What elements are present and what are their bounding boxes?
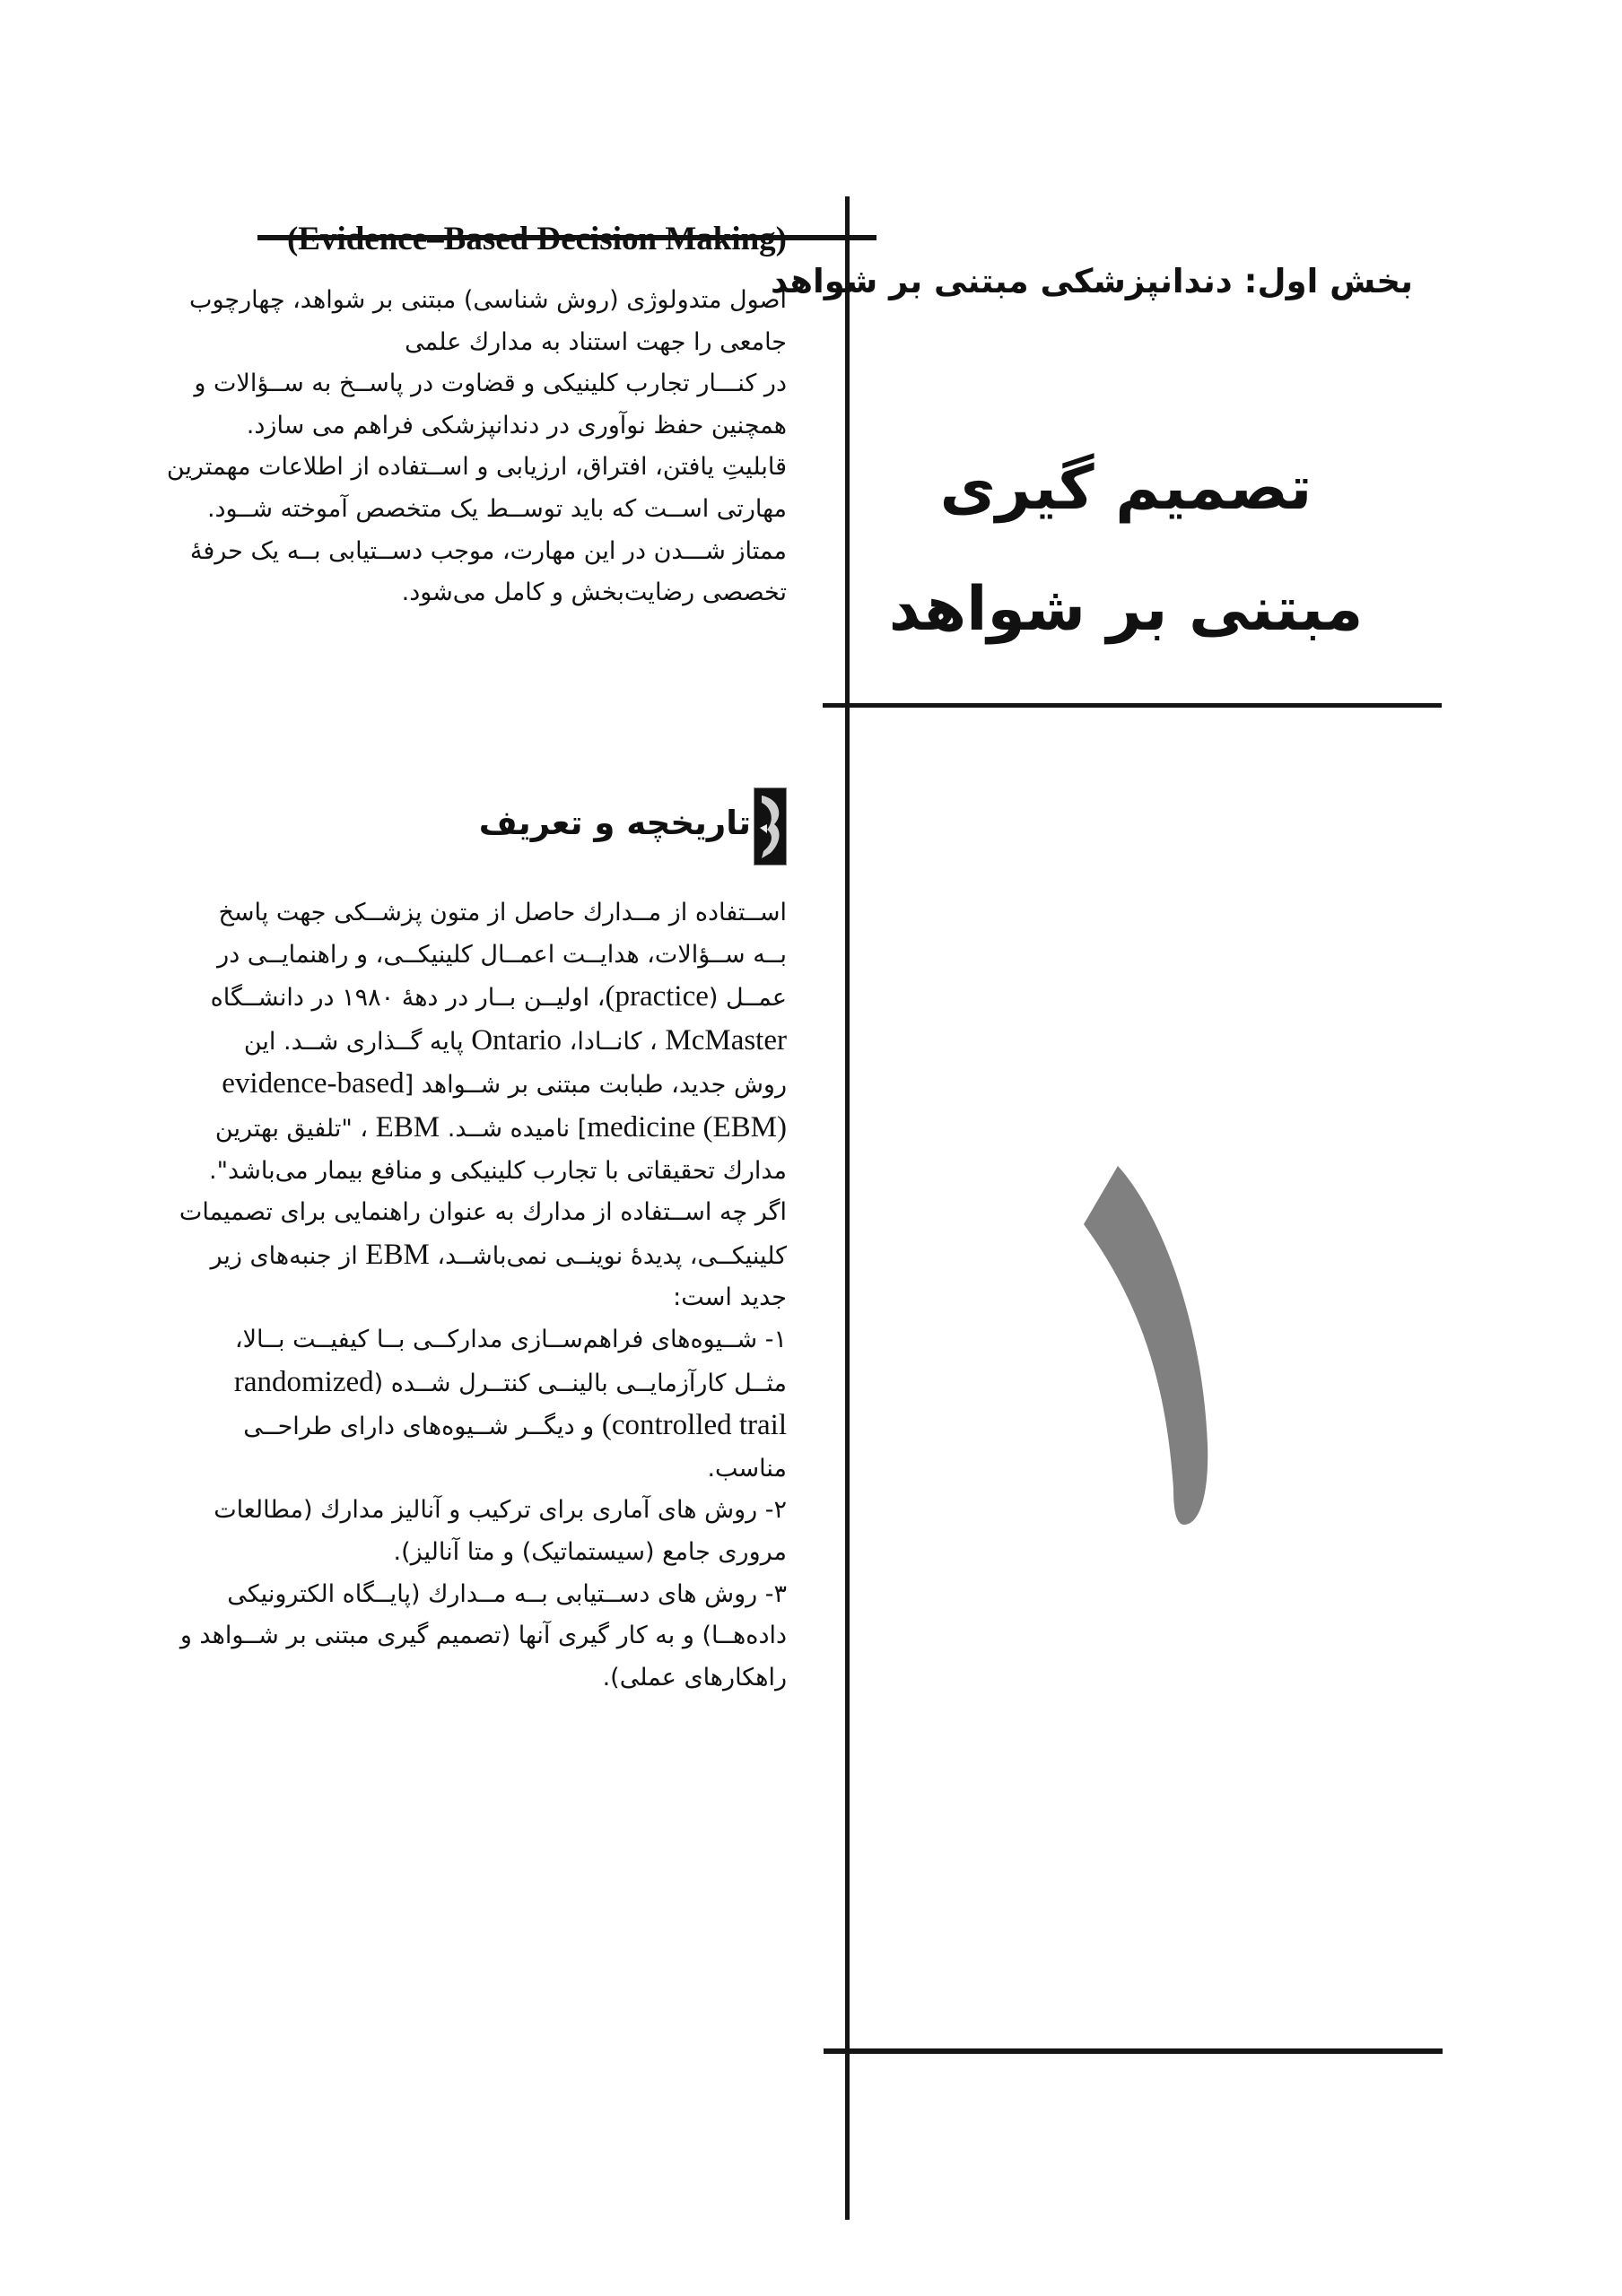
text-line: قابلیتِ یافتن، افتراق، ارزیابی و اســتفاده از اطلاعات مهمترین: [166, 453, 787, 482]
section-ornament-icon: [754, 787, 787, 865]
history-paragraph: [179, 892, 787, 1699]
chapter-title-rule: [823, 703, 1442, 708]
column-divider-vertical: [845, 196, 850, 2220]
chapter-title-line-1: تصمیم گیری: [939, 453, 1312, 524]
text-line: medicine (EBM)] نامیده شــد. EBM ، "تلفیق بهترین: [214, 1110, 787, 1144]
intro-paragraph: [166, 280, 787, 614]
text-line: مثــل کارآزمایــی بالینــی کنتــرل شــده (randomized: [233, 1365, 787, 1398]
text-line: جامعی را جهت استناد به مدارك علمی: [405, 327, 787, 356]
text-line: داده‌هــا) و به کار گیری آنها (تصمیم گیری مبتنی بر شــواهد و: [179, 1622, 787, 1650]
english-section-title: (Evidence–Based Decision Making): [286, 221, 787, 257]
part-title: بخش اول: دندانپزشکی مبتنی بر شواهد: [771, 262, 1413, 300]
text-line: بــه ســؤالات، هدایــت اعمــال کلینیکــی، و راهنمایــی در: [217, 940, 787, 969]
text-line: مهارتی اســت که باید توســط یک متخصص آموخته شــود.: [206, 494, 787, 523]
text-line: همچنین حفظ نوآوری در دندانپزشکی فراهم می سازد.: [246, 411, 787, 439]
text-line: ممتاز شـــدن در این مهارت، موجب دســتیابی بــه یک حرفۀ: [189, 536, 787, 565]
text-line: در کنـــار تجارب کلینیکی و قضاوت در پاســخ به ســؤالات و: [194, 370, 787, 398]
chapter-number-shape: [1084, 1166, 1208, 1525]
text-line: راهکارهای عملی).: [602, 1663, 787, 1692]
text-line: ۲- روش های آماری برای ترکیب و آنالیز مدارك (مطالعات: [214, 1496, 787, 1525]
text-line: تخصصی رضایت‌بخش و کامل می‌شود.: [401, 578, 787, 607]
text-line: اگر چه اســتفاده از مدارك به عنوان راهنمایی برای تصمیمات: [179, 1198, 787, 1227]
text-line: اســتفاده از مــدارك حاصل از متون پزشــکی جهت پاسخ: [218, 899, 787, 926]
text-line: مدارك تحقیقاتی با تجارب کلینیکی و منافع بیمار می‌باشد".: [209, 1156, 787, 1185]
text-line: اصول متدولوژی (روش شناسی) مبتنی بر شواهد، چهارچوب: [189, 286, 787, 314]
section-heading: [257, 784, 787, 865]
chapter-title-line-2: مبتنی بر شواهد: [888, 574, 1364, 645]
text-line: ۳- روش های دســتیابی بــه مــدارك (پایــگاه الکترونیکی: [227, 1579, 787, 1608]
text-line: مناسب.: [707, 1454, 787, 1483]
text-line: روش جدید، طبابت مبتنی بر شــواهد [evidence-based: [222, 1067, 787, 1100]
text-line: جدید است:: [673, 1283, 787, 1312]
text-line: McMaster ، کانــادا، Ontario پایه گــذاری شــد. این: [243, 1023, 787, 1057]
text-line: عمــل (practice)، اولیــن بــار در دهۀ ۱۹۸۰ در دانشــگاه: [210, 980, 787, 1013]
chapter-number-one-glyph: [1059, 1148, 1211, 1543]
bottom-rule: [824, 2048, 1443, 2054]
text-line: مروری جامع (سیستماتیک) و متا آنالیز).: [393, 1537, 787, 1566]
text-line: ۱- شــیوه‌های فراهم‌ســازی مدارکــی بــا کیفیــت بــالا،: [234, 1325, 787, 1353]
section-heading-text: تاریخچه و تعریف: [478, 804, 751, 842]
text-line: controlled trail) و دیگــر شــیوه‌های دارای طراحــی: [243, 1409, 787, 1442]
text-line: کلینیکــی، پدیدۀ نوینــی نمی‌باشــد، EBM از جنبه‌های زیر: [210, 1238, 787, 1271]
